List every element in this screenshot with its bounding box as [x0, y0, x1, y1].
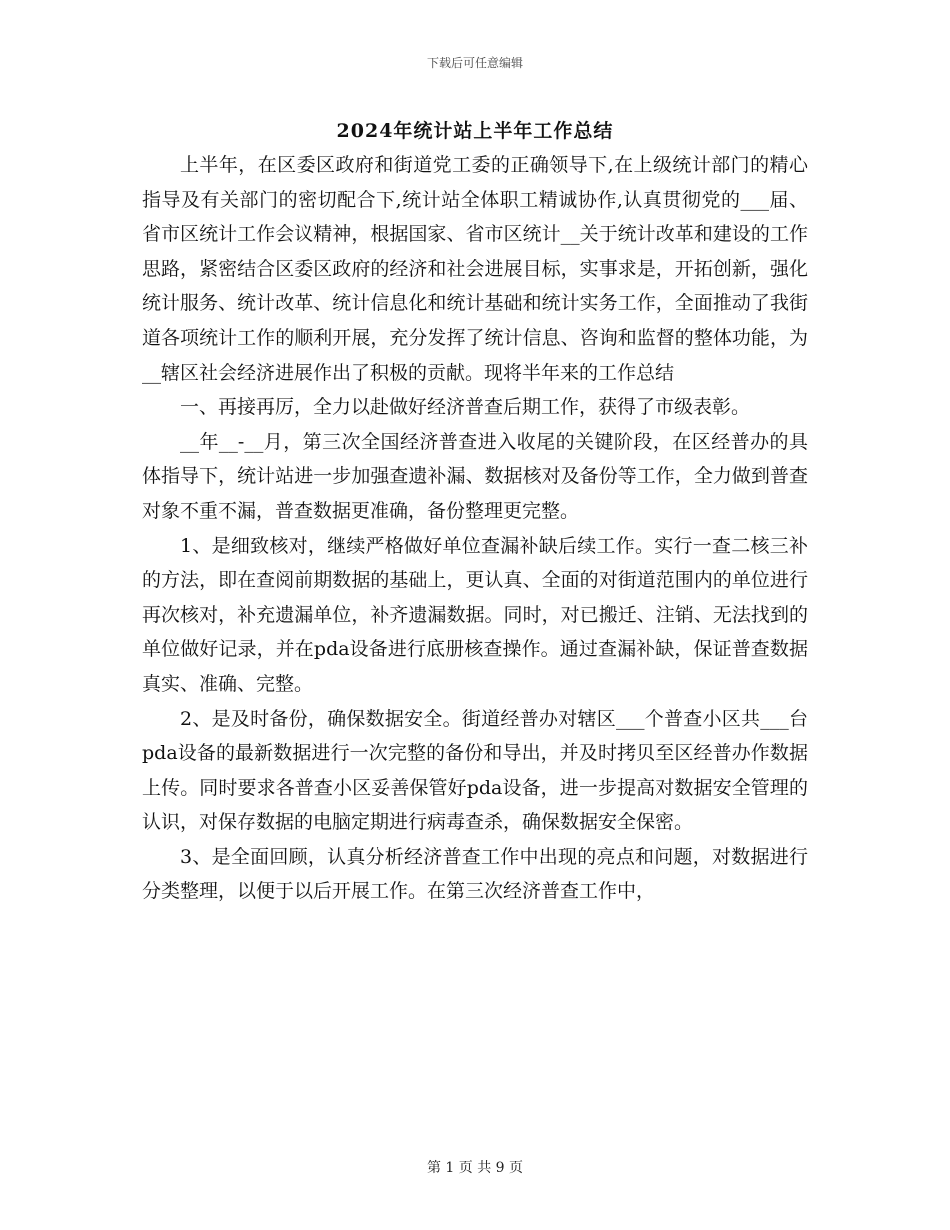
paragraph-item-2: 2、是及时备份，确保数据安全。街道经普办对辖区___个普查小区共___台pda设备的最新数据进行一次完整的备份和导出，并及时拷贝至区经普办作数据上传。同时要求各普查小区妥善保管好pda设备，进一步提高对数据安全管理的认识，对保存数据的电脑定期进行病毒查杀，确保数据安全保密。: [142, 707, 808, 834]
paragraph-item-3: 3、是全面回顾，认真分析经济普查工作中出现的亮点和问题，对数据进行分类整理，以便于以后开展工作。在第三次经济普查工作中，: [142, 845, 808, 903]
page-number: 第 1 页 共 9 页: [426, 1160, 524, 1176]
document-body: [142, 148, 808, 909]
paragraph-census-stage: __年__-__月，第三次全国经济普查进入收尾的关键阶段，在区经普办的具体指导下，统计站进一步加强查遗补漏、数据核对及备份等工作，全力做到普查对象不重不漏，普查数据更准确，备份整理更完整。: [142, 430, 808, 522]
document-title: 2024年统计站上半年工作总结: [336, 120, 614, 142]
paragraph-intro: 上半年，在区委区政府和街道党工委的正确领导下,在上级统计部门的精心指导及有关部门的密切配合下,统计站全体职工精诚协作,认真贯彻党的___届、省市区统计工作会议精神，根据国家、省市区统计__关于统计改革和建设的工作思路，紧密结合区委区政府的经济和社会进展目标，实事求是，开拓创新，强化统计服务、统计改革、统计信息化和统计基础和统计实务工作，全面推动了我街道各项统计工作的顺利开展，充分发挥了统计信息、咨询和监督的整体功能，为__辖区社会经济进展作出了积极的贡献。现将半年来的工作总结: [142, 154, 808, 384]
paragraph-item-1: 1、是细致核对，继续严格做好单位查漏补缺后续工作。实行一查二核三补的方法，即在查阅前期数据的基础上，更认真、全面的对街道范围内的单位进行再次核对，补充遗漏单位，补齐遗漏数据。同时，对已搬迁、注销、无法找到的单位做好记录，并在pda设备进行底册核查操作。通过查漏补缺，保证普查数据真实、准确、完整。: [142, 534, 808, 695]
header-note: 下载后可任意编辑: [426, 56, 523, 70]
paragraph-section-heading-1: 一、再接再厉，全力以赴做好经济普查后期工作，获得了市级表彰。: [180, 396, 751, 419]
